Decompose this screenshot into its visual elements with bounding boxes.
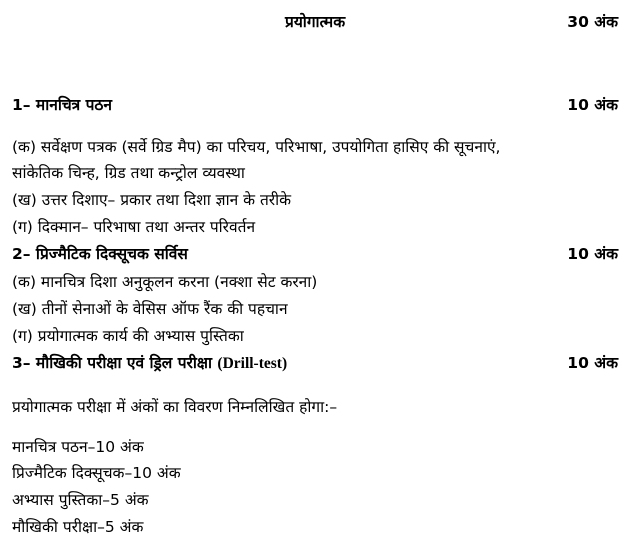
section-3-marks: 10 अंक	[567, 354, 618, 372]
section-3-heading-english: (Drill-test)	[217, 355, 288, 372]
section-1-item: (ख) उत्तर दिशाए– प्रकार तथा दिशा ज्ञान के तरीके	[12, 191, 292, 209]
section-1-item: सांकेतिक चिन्ह, ग्रिड तथा कन्ट्रोल व्यवस्था	[12, 164, 245, 182]
section-3-heading-hindi: 3– मौखिकी परीक्षा एवं ड्रिल परीक्षा	[12, 354, 212, 372]
distribution-item: मानचित्र पठन–10 अंक	[12, 438, 144, 456]
section-1-heading: 1– मानचित्र पठन	[12, 96, 113, 114]
section-2-item: (ख) तीनों सेनाओं के वेसिस ऑफ रैंक की पहचान	[12, 300, 288, 318]
section-1-item: (क) सर्वेक्षण पत्रक (सर्वे ग्रिड मैप) का परिचय, परिभाषा, उपयोगिता हासिए की सूचनाएं,	[12, 138, 501, 156]
page-title: प्रयोगात्मक	[285, 13, 346, 31]
section-2-heading: 2– प्रिज्मैटिक दिक्सूचक सर्विस	[12, 245, 188, 263]
section-2-marks: 10 अंक	[567, 245, 618, 263]
section-2-item: (ग) प्रयोगात्मक कार्य की अभ्यास पुस्तिका	[12, 327, 244, 345]
section-3-heading	[12, 353, 287, 374]
distribution-item: प्रिज्मैटिक दिक्सूचक–10 अंक	[12, 464, 181, 482]
distribution-item: अभ्यास पुस्तिका–5 अंक	[12, 491, 149, 509]
total-marks: 30 अंक	[567, 13, 618, 31]
section-1-marks: 10 अंक	[567, 96, 618, 114]
section-2-item: (क) मानचित्र दिशा अनुकूलन करना (नक्शा सेट करना)	[12, 273, 318, 291]
distribution-item: मौखिकी परीक्षा–5 अंक	[12, 518, 144, 536]
distribution-intro: प्रयोगात्मक परीक्षा में अंकों का विवरण निम्नलिखित होगा:–	[12, 398, 338, 416]
section-1-item: (ग) दिक्मान– परिभाषा तथा अन्तर परिवर्तन	[12, 218, 256, 236]
